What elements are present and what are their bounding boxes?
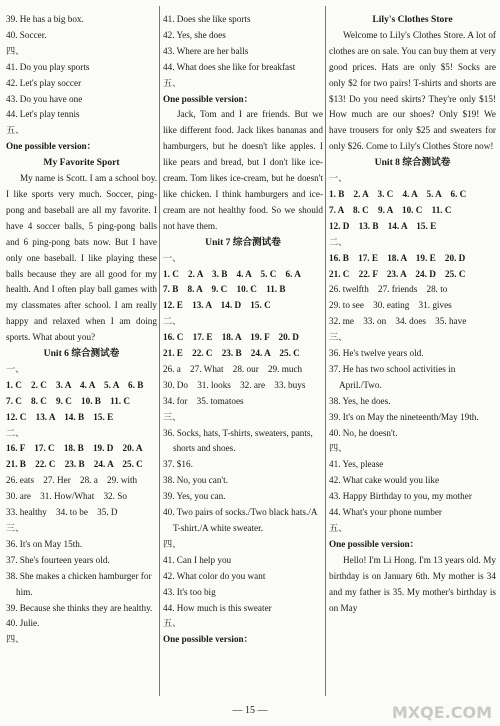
answer-line: 一、 (6, 363, 25, 374)
answer-line: 41. Does she like sports (163, 14, 251, 24)
answer-line: 21. E 22. C 23. B 24. A 25. C (163, 348, 300, 359)
answer-line: 39. Yes, you can. (163, 491, 226, 502)
answer-line: 40. Two pairs of socks./Two black hats./A T-shirt./A white sweater. (163, 507, 317, 533)
answer-line: 五、 (6, 125, 25, 136)
answer-line: 二、 (163, 316, 182, 327)
answer-line: 26. twelfth 27. friends 28. to (329, 284, 448, 295)
answer-line: 三、 (329, 332, 348, 343)
answer-line: 五、 (163, 618, 182, 629)
answer-line: 29. to see 30. eating 31. gives (329, 300, 452, 311)
answer-line: 36. Socks, hats, T-shirts, sweaters, pants, shorts and shoes. (163, 427, 313, 454)
answer-line: 16. B 17. E 18. A 19. E 20. D (329, 252, 466, 263)
answer-line: 三、 (163, 411, 182, 422)
answer-line: 一、 (329, 173, 348, 184)
answer-line: 42. Let's play soccer (6, 77, 82, 88)
answer-line: 43. It's too big (163, 586, 216, 597)
answer-line: 16. C 17. E 18. A 19. F 20. D (163, 332, 299, 343)
answer-line: 42. What cake would you like (329, 475, 440, 486)
essay-paragraph: Hello! I'm Li Hong. I'm 13 years old. My birthday is on January 6th. My mother is 34 and my father is 35. My mother's birthday is on May (329, 554, 496, 613)
answer-line: 26. eats 27. Her 28. a 29. with (6, 475, 138, 486)
answer-line: 四、 (6, 634, 25, 645)
essay-paragraph: Welcome to Lily's Clothes Store. A lot of clothes are on sale. You can buy them at very good prices. Hats are only $5! Socks are only $2 for two pairs! T-shirts and shorts are $13! Do you need skirts? They're only $15! How much are our shoes? Only $19! We have trousers for only $25 and sweaters for only $26. Come to Lily's Clothes Store now! (329, 29, 496, 152)
answer-line: 1. C 2. A 3. B 4. A 5. C 6. A (163, 268, 301, 279)
answer-line: 40. No, he doesn't. (329, 427, 398, 438)
answer-line: 12. D 13. B 14. A 15. E (329, 220, 437, 231)
answer-line: 7. A 8. C 9. A 10. C 11. C (329, 204, 452, 215)
answer-line: 41. Yes, please (329, 459, 384, 470)
column-middle (163, 12, 323, 648)
section-heading: Unit 7 综合测试卷 (205, 236, 281, 248)
page-number: — 15 — (232, 705, 268, 716)
section-heading: Unit 6 综合测试卷 (43, 348, 120, 360)
answer-line: 39. Because she thinks they are healthy. (6, 602, 153, 613)
column-divider (325, 6, 326, 696)
answer-line: 33. healthy 34. to be 35. D (6, 507, 118, 518)
column-left (6, 12, 157, 648)
answer-line: 43. Where are her balls (163, 45, 249, 56)
answer-line: 44. How much is this sweater (163, 602, 272, 613)
answer-line: 16. F 17. C 18. B 19. D 20. A (6, 443, 143, 454)
answer-line: One possible version： (163, 634, 253, 645)
answer-line: 五、 (329, 523, 348, 533)
answer-line: 21. C 22. F 23. A 24. D 25. C (329, 268, 466, 279)
answer-line: 四、 (329, 443, 348, 454)
section-heading: Unit 8 综合测试卷 (374, 157, 451, 169)
answer-line: 26. a 27. What 28. our 29. much (163, 363, 303, 374)
answer-line: 40. Soccer. (6, 29, 47, 40)
answer-line: 42. Yes, she does (163, 29, 226, 40)
answer-line: 43. Do you have one (6, 93, 83, 104)
answer-line: 7. C 8. C 9. C 10. B 11. C (6, 395, 131, 406)
answer-line: One possible version： (163, 93, 253, 104)
answer-line: 30. Do 31. looks 32. are 33. buys (163, 379, 306, 390)
answer-line: 36. It's on May 15th. (6, 538, 83, 549)
answer-line: 一、 (163, 252, 182, 263)
answer-line: 37. She's fourteen years old. (6, 554, 110, 565)
watermark: MXQE.COM (391, 703, 492, 722)
answer-line: 38. Yes, he does. (329, 395, 391, 406)
answer-line: 四、 (163, 538, 182, 549)
answer-line: 41. Do you play sports (6, 61, 90, 72)
answer-line: 41. Can I help you (163, 554, 232, 565)
answer-line: 二、 (6, 427, 25, 438)
answer-line: One possible version： (329, 538, 419, 549)
answer-line: 34. for 35. tomatoes (163, 395, 244, 406)
answer-line: 三、 (6, 523, 25, 533)
answer-line: 12. C 13. A 14. B 15. E (6, 411, 114, 422)
answer-line: 37. $16. (163, 459, 193, 470)
answer-line: 30. are 31. How/What 32. So (6, 491, 127, 502)
answer-line: 44. Let's play tennis (6, 109, 80, 120)
essay-paragraph: My name is Scott. I am a school boy. I like sports very much. Soccer, ping-pong and baseball are all my favorite. I have 4 soccer balls, 5 ping-pong balls and 6 ping-pong bats now. But I have only one baseball. I like playing these balls because they are all good for my health. And I often play ball games with my classmates after school. I am really happy and relaxed when I am doing sports. What about you? (6, 173, 157, 343)
answer-line: One possible version： (6, 141, 96, 152)
answer-line: 1. C 2. C 3. A 4. A 5. A 6. B (6, 379, 144, 390)
answer-line: 36. He's twelve years old. (329, 348, 424, 359)
answer-line: 12. E 13. A 14. D 15. C (163, 300, 271, 311)
answer-line: 44. What does she like for breakfast (163, 61, 296, 72)
section-heading: My Favorite Sport (43, 157, 120, 169)
answer-line: 44. What's your phone number (329, 507, 442, 518)
column-divider (159, 6, 160, 696)
answer-line: 四、 (6, 45, 25, 56)
answer-line: 32. me 33. on 34. does 35. have (329, 316, 467, 327)
column-right (329, 12, 496, 616)
answer-line: 21. B 22. C 23. B 24. A 25. C (6, 459, 143, 470)
answer-line: 7. B 8. A 9. C 10. C 11. B (163, 284, 286, 295)
answer-line: 43. Happy Birthday to you, my mother (329, 491, 472, 502)
answer-line: 38. No, you can't. (163, 475, 228, 486)
essay-paragraph: Jack, Tom and I are friends. But we like different food. Jack likes bananas and hamburgers, but he doesn't like apples. I like pears and bread, but I don't like ice-cream. Tom likes ice-cream, but he doesn't like chicken. I think hamburgers and ice-cream are not healthy food. So we should not have them. (163, 109, 323, 231)
answer-line: 1. B 2. A 3. C 4. A 5. A 6. C (329, 188, 467, 199)
answer-line: 38. She makes a chicken hamburger for him. (6, 570, 152, 597)
answer-line: 39. It's on May the nineteenth/May 19th. (329, 411, 479, 422)
answer-line: 39. He has a big box. (6, 14, 84, 24)
answer-line: 二、 (329, 236, 348, 247)
answer-line: 五、 (163, 77, 182, 88)
section-heading: Lily's Clothes Store (372, 14, 453, 25)
answer-line: 40. Julie. (6, 618, 40, 629)
answer-line: 37. He has two school activities in April./Two. (329, 363, 456, 390)
answer-line: 42. What color do you want (163, 570, 266, 581)
